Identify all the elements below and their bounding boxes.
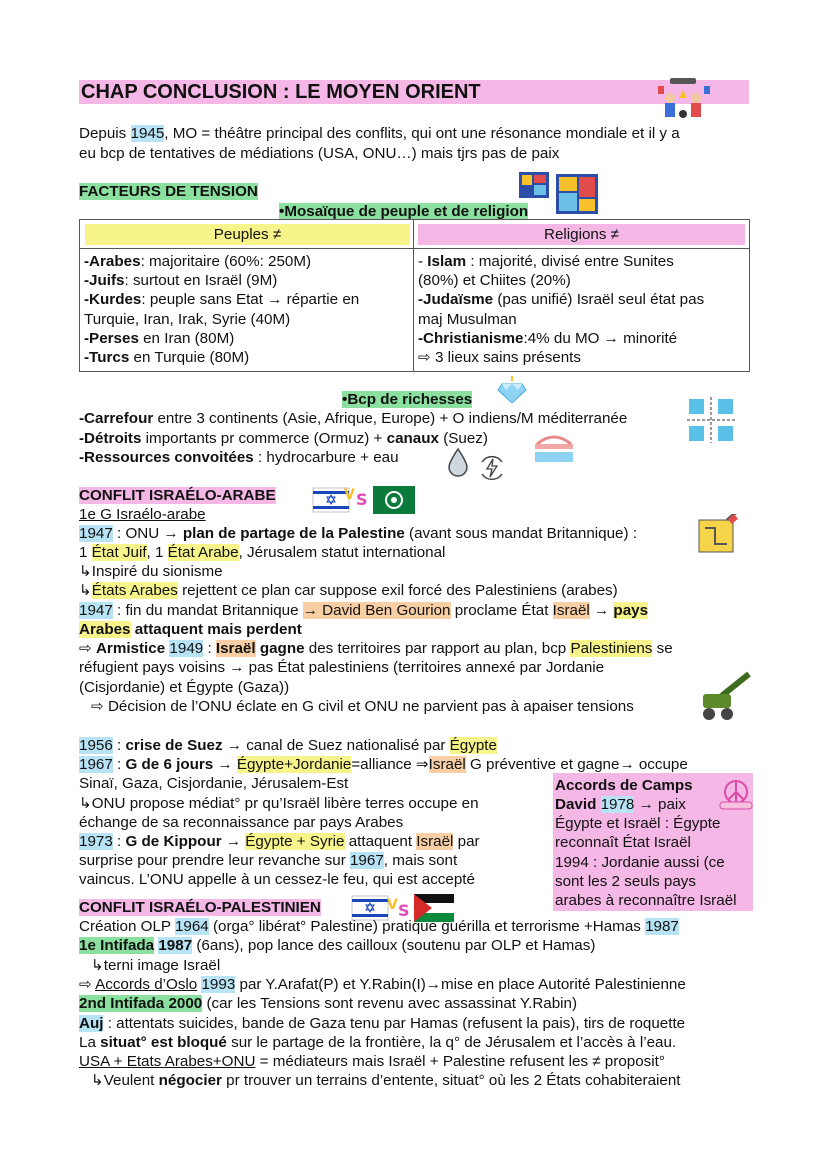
camps-line-3: Égypte et Israël : Égypte bbox=[555, 815, 721, 832]
diamond-icon bbox=[496, 376, 528, 404]
vs-icon bbox=[342, 483, 376, 509]
section-heading-israelo-arabe: CONFLIT ISRAÉLO-ARABE bbox=[79, 487, 276, 504]
peuple-item: -Turcs en Turquie (80M) bbox=[84, 349, 250, 367]
ia-line-8: réfugient pays voisins → pas État palestiniens (territoires annexé par Jordanie bbox=[79, 659, 605, 676]
peuples-header: Peuples ≠ bbox=[213, 226, 282, 243]
camps-line-7: arabes à reconnaître Israël bbox=[555, 892, 737, 909]
ip-line-9: ↳Veulent négocier pr trouver un terrains d’entente, situat° où les 2 États cohabiteraient bbox=[91, 1072, 681, 1089]
ip-line-3: ↳terni image Israël bbox=[91, 957, 221, 974]
kippour-line: 1973 : G de Kippour → Égypte + Syrie attaquent Israël par bbox=[79, 833, 480, 850]
tank-cannon-icon bbox=[697, 670, 753, 722]
six-days-line: 1967 : G de 6 jours → Égypte+Jordanie=alliance ⇒Israël G préventive et gagne→ occupe bbox=[79, 756, 688, 773]
richesses-line-3: -Ressources convoitées : hydrocarbure + eau bbox=[79, 449, 399, 466]
ip-line-8: USA + Etats Arabes+ONU = médiateurs mais Israël + Palestine refusent les ≠ proposit° bbox=[79, 1053, 665, 1070]
ia-line-10: ⇨ Décision de l’ONU éclate en G civil et ONU ne parvient pas à apaiser tensions bbox=[91, 698, 634, 715]
intro-line-1: Depuis 1945, MO = théâtre principal des conflits, qui ont une résonance mondiale et il y a bbox=[79, 125, 680, 142]
section-heading-facteurs: FACTEURS DE TENSION bbox=[79, 183, 258, 200]
peuple-item: Turquie, Iran, Irak, Syrie (40M) bbox=[84, 310, 291, 328]
ia-s3: Sinaï, Gaza, Cisjordanie, Jérusalem-Est bbox=[79, 775, 349, 792]
ia-line-4: ↳États Arabes rejettent ce plan car suppose exil forcé des Palestiniens (arabes) bbox=[79, 582, 618, 599]
mosaique-heading: •Mosaïque de peuple et de religion bbox=[279, 203, 529, 220]
map-plan-icon bbox=[697, 514, 741, 554]
water-drop-icon bbox=[447, 447, 469, 477]
ip-line-4: ⇨ Accords d’Oslo 1993 par Y.Arafat(P) et Y.Rabin(I)→mise en place Autorité Palestinienne bbox=[79, 976, 686, 993]
ia-line-5: 1947 : fin du mandat Britannique → David Ben Gourion proclame État Israël → pays bbox=[79, 602, 649, 619]
ia-s7: surprise pour prendre leur revanche sur 1967, mais sont bbox=[79, 852, 458, 869]
camps-line-6: sont les 2 seuls pays bbox=[555, 873, 696, 890]
camps-line-1: Accords de Camps bbox=[555, 777, 693, 794]
ip-line-5: 2nd Intifada 2000 (car les Tensions sont revenu avec assassinat Y.Rabin) bbox=[79, 995, 578, 1012]
religion-item: maj Musulman bbox=[418, 310, 517, 328]
ia-s4: ↳ONU propose médiat° pr qu’Israël libère terres occupe en bbox=[79, 795, 479, 812]
arab-league-flag-icon bbox=[373, 486, 415, 514]
religion-item: ⇨ 3 lieux sains présents bbox=[418, 349, 581, 367]
ia-line-1: 1947 : ONU → plan de partage de la Palestine (avant sous mandat Britannique) : bbox=[79, 525, 637, 542]
religion-item: (80%) et Chiites (20%) bbox=[418, 272, 571, 290]
ia-line-9: (Cisjordanie) et Égypte (Gaza)) bbox=[79, 679, 290, 696]
ip-line-7: La situat° est bloqué sur le partage de la frontière, la q° de Jérusalem et l’accès à l’eau. bbox=[79, 1034, 677, 1051]
peuple-item: -Kurdes: peuple sans Etat → répartie en bbox=[84, 291, 360, 309]
bridge-icon bbox=[533, 430, 575, 464]
peuples-cell bbox=[84, 252, 359, 367]
conflict-people-icon bbox=[656, 76, 712, 122]
ip-line-2: 1e Intifada 1987 (6ans), pop lance des cailloux (soutenu par OLP et Hamas) bbox=[79, 937, 596, 954]
section-heading-israelo-palestinien: CONFLIT ISRAÉLO-PALESTINIEN bbox=[79, 899, 321, 916]
camps-line-4: reconnaît État Israël bbox=[555, 834, 691, 851]
intro-line-2: eu bcp de tentatives de médiations (USA, ONU…) mais tjrs pas de paix bbox=[79, 145, 560, 162]
svg-text:S: S bbox=[398, 901, 410, 920]
crossroads-icon bbox=[687, 397, 735, 443]
religion-item: -Judaïsme (pas unifié) Israël seul état pas bbox=[418, 291, 705, 309]
peace-hands-icon bbox=[718, 778, 754, 812]
ia-line-2: 1 État Juif, 1 État Arabe, Jérusalem statut international bbox=[79, 544, 446, 561]
richesses-line-1: -Carrefour entre 3 continents (Asie, Afrique, Europe) + O indiens/M méditerranée bbox=[79, 410, 628, 427]
svg-text:S: S bbox=[356, 490, 368, 509]
richesses-heading: •Bcp de richesses bbox=[342, 391, 473, 408]
ia-s8: vaincus. L’ONU appelle à un cessez-le feu, qui est accepté bbox=[79, 871, 475, 888]
svg-text:V: V bbox=[387, 897, 398, 913]
peuple-item: -Juifs: surtout en Israël (9M) bbox=[84, 272, 278, 290]
svg-text:V: V bbox=[344, 487, 355, 503]
page-title: CHAP CONCLUSION : LE MOYEN ORIENT bbox=[81, 81, 481, 103]
ia-line-7: ⇨ Armistice 1949 : Israël gagne des territoires par rapport au plan, bcp Palestiniens se bbox=[79, 640, 673, 657]
camps-line-5: 1994 : Jordanie aussi (ce bbox=[555, 854, 725, 871]
ia-s5: échange de sa reconnaissance par pays Arabes bbox=[79, 814, 404, 831]
religion-item: -Christianisme:4% du MO → minorité bbox=[418, 329, 678, 347]
suez-line: 1956 : crise de Suez → canal de Suez nationalisé par Égypte bbox=[79, 737, 497, 754]
mosaic-tiles-icon bbox=[518, 171, 600, 217]
ia-line-6: Arabes attaquent mais perdent bbox=[79, 621, 302, 638]
camps-line-2: David 1978 → paix bbox=[555, 796, 686, 813]
religions-header: Religions ≠ bbox=[543, 226, 620, 243]
ia-line-3: ↳Inspiré du sionisme bbox=[79, 563, 223, 580]
richesses-line-2: -Détroits importants pr commerce (Ormuz) + canaux (Suez) bbox=[79, 430, 488, 447]
ip-line-6: Auj : attentats suicides, bande de Gaza tenu par Hamas (refusent la pais), tirs de roquette bbox=[79, 1015, 686, 1032]
peuple-item: -Arabes: majoritaire (60%: 250M) bbox=[84, 253, 312, 270]
peuples-religions-table bbox=[79, 219, 750, 372]
religions-cell bbox=[418, 252, 704, 367]
peuple-item: -Perses en Iran (80M) bbox=[84, 329, 235, 347]
recycle-energy-icon bbox=[476, 452, 508, 484]
ip-line-1: Création OLP 1964 (orga° libérat° Palestine) pratique guérilla et terrorisme +Hamas 1987 bbox=[79, 918, 679, 935]
religion-item: - Islam : majorité, divisé entre Sunites bbox=[418, 253, 674, 270]
sub-heading-1e-g: 1e G Israélo-arabe bbox=[79, 506, 206, 523]
